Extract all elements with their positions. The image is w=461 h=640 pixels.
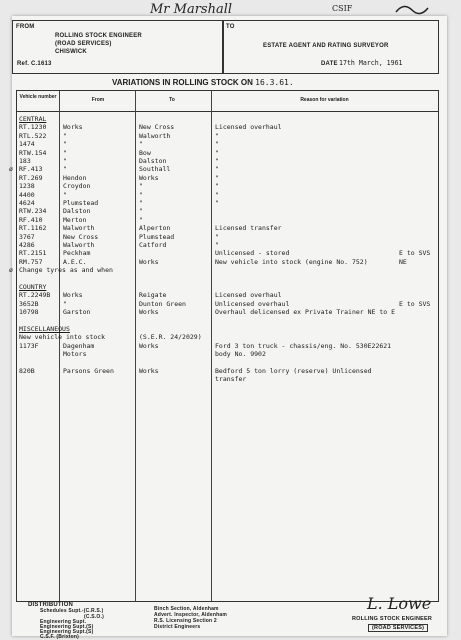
reason-cell: " [215,182,219,191]
reason-cell: " [215,241,219,249]
from-cell: Walworth [63,224,95,233]
table-row [17,140,437,148]
reason-cell: Licensed overhaul [215,291,282,300]
vehicle-cell: 1474 [19,140,35,149]
reason-cell: Licensed overhaul [215,123,282,132]
from-cell: " [63,299,67,308]
vehicle-cell: RM.757 [19,257,43,266]
table-row [17,258,437,266]
table-row [17,350,437,358]
table-row [17,317,437,325]
vehicle-cell: 10798 [19,308,39,317]
footer-line-1: ROLLING STOCK ENGINEER [352,616,433,622]
vehicle-cell: RTL.522 [19,131,47,140]
from-cell: Works [63,291,83,300]
table-row [17,216,437,224]
table-row [17,367,437,375]
table-row [17,115,437,123]
reason-cell: " [215,173,219,182]
distribution-left-3: Engineering Supt. [40,619,87,625]
from-cell: Dalston [63,207,91,216]
from-cell: Plumstead [63,199,99,207]
vehicle-cell: 183 [19,157,31,165]
vehicle-cell: RT.2249B [19,291,51,300]
to-cell: Dalston [139,157,167,165]
header-from: From [91,97,105,103]
vehicle-cell: 3767 [19,232,35,241]
to-cell: " [139,140,143,149]
reason-cell: Overhaul delicensed ex Private Trainer NE to E [215,308,396,317]
header-reason: Reason for variation [300,97,349,103]
from-cell: " [63,140,67,149]
vehicle-cell: 4400 [19,190,35,199]
recipient: ESTATE AGENT AND RATING SURVEYOR [263,43,389,49]
from-cell: Garston [63,308,91,317]
to-cell: Dunton Green [139,299,186,308]
table-row [17,199,437,207]
signature: L. Lowe [367,594,432,613]
from-line-3: CHISWICK [55,49,87,55]
distribution-right-4: District Engineers [154,624,201,630]
to-cell: New Cross [139,123,175,132]
from-cell: Parsons Green [63,367,114,375]
distribution-left-2: (C.S.O.) [84,614,104,620]
table-row [17,149,437,157]
to-cell: Walworth [139,131,171,140]
reason-cell: body No. 9902 [215,350,266,359]
vehicle-cell: 4286 [19,241,35,249]
vehicle-cell: RT.2151 [19,249,47,258]
to-box [222,20,439,74]
reason-cell: " [215,165,219,174]
from-cell: Hendon [63,173,87,182]
table-body [9,115,438,595]
table-row [17,300,437,308]
header-to: To [169,97,175,103]
table-row [17,233,437,241]
reason-cell: " [215,199,219,207]
from-cell: A.E.C. [63,257,87,266]
table-row [17,333,437,341]
table-row [17,241,437,249]
vehicle-cell: RTW.154 [19,148,47,157]
document-page [9,2,447,640]
from-cell: Walworth [63,241,95,249]
title-date: 16.3.61. [255,78,294,87]
reason-cell: transfer [215,375,247,384]
from-cell: New Cross [63,232,99,241]
vehicle-cell: 4624 [19,199,35,207]
distribution-left-1: Schedules Supt.-(C.R.S.) [40,608,104,614]
vehicle-cell: MISCELLANEOUS [19,325,70,333]
table-row [17,132,437,140]
from-line-2: (ROAD SERVICES) [55,41,112,47]
distribution-label: DISTRIBUTION [28,602,74,608]
vehicle-cell: RT.269 [19,173,43,182]
vehicle-cell: RF.410 [19,215,43,224]
from-box [12,20,224,74]
table-row [17,308,437,316]
vehicle-cell: New vehicle into stock [19,333,106,342]
distribution-right-1: Binch Section, Aldenham [154,606,219,612]
header-row [17,91,438,112]
to-cell: Works [139,308,159,317]
document-title [112,78,294,87]
to-cell: " [139,215,143,224]
to-cell: Bow [139,148,151,157]
from-cell: Merton [63,215,87,224]
vehicle-cell: Change tyres as and when [19,266,113,275]
to-cell: Catford [139,241,167,249]
reason-cell: " [215,157,219,165]
date-label: DATE [321,61,338,67]
margin-mark: ø [9,266,13,275]
vehicle-cell: RTW.234 [19,207,47,216]
reason-cell: Unlicensed overhaul [215,299,290,308]
table-row [17,207,437,215]
distribution-block [24,602,244,640]
vehicle-cell: 1173F [19,341,39,350]
from-cell: " [63,148,67,157]
table-row [9,266,437,275]
to-cell: " [139,182,143,191]
handwritten-note: Mr Marshall [150,2,233,17]
vehicle-cell: CENTRAL [19,115,47,123]
to-label: TO [226,24,235,30]
to-cell: Southall [139,165,171,174]
table-row [17,359,437,367]
variations-table [9,90,439,602]
from-cell: " [63,165,67,174]
to-cell: Reigate [139,291,167,300]
to-cell: (S.E.R. 24/2029) [139,333,202,342]
reason-cell: Licensed transfer [215,224,282,233]
extra-cell: E to SVS [399,299,431,308]
table-row [17,275,437,283]
reason-cell: New vehicle into stock (engine No. 752) [215,257,368,266]
table-row [17,375,437,383]
table-row [17,157,437,165]
from-cell: Motors [63,350,87,359]
from-cell: Dagenham [63,341,95,350]
from-cell: Works [63,123,83,132]
reason-cell: " [215,190,219,199]
table-row [17,224,437,232]
footer-line-2: (ROAD SERVICES) [368,624,428,632]
table-row [17,182,437,190]
distribution-left-4: Engineering Supt.(S) [40,624,94,630]
table-row [17,325,437,333]
table-row [17,342,437,350]
table-row [17,123,437,131]
reason-cell: Bedford 5 ton lorry (reserve) Unlicensed [215,367,372,375]
to-cell: Plumstead [139,232,175,241]
from-cell: " [63,157,67,165]
from-cell: " [63,131,67,140]
reason-cell: " [215,131,219,140]
extra-cell: NE [399,257,407,266]
header-vehicle: Vehicle number [19,94,57,100]
table-row [17,291,437,299]
reason-cell: Unlicensed - stored [215,249,290,258]
from-label: FROM [16,24,35,30]
from-cell: " [63,190,67,199]
vehicle-cell: COUNTRY [19,283,47,291]
reason-cell: " [215,140,219,149]
vehicle-cell: RF.413 [19,165,43,174]
vehicle-cell: RT.1230 [19,123,47,132]
vehicle-cell: 3652B [19,299,39,308]
to-cell: Works [139,367,159,375]
from-line-1: ROLLING STOCK ENGINEER [55,33,142,39]
reason-cell: " [215,148,219,157]
table-row [9,165,437,174]
distribution-left-5: Engineering Supt.(S) [40,629,94,635]
table-row [17,191,437,199]
to-cell: " [139,190,143,199]
table-row [17,249,437,257]
handwritten-stamp: CSIF [332,4,353,13]
reason-cell: " [215,232,219,241]
to-cell: " [139,199,143,207]
to-cell: Works [139,341,159,350]
to-cell: Alperton [139,224,171,233]
reason-cell: Ford 3 ton truck - chassis/eng. No. 530E22621 [215,341,392,350]
title-prefix: VARIATIONS IN ROLLING STOCK ON [112,78,253,87]
to-cell: Works [139,173,159,182]
vehicle-cell: 820B [19,367,35,375]
distribution-right-2: Advert. Inspector, Aldenham [154,612,228,618]
vehicle-cell: RT.1162 [19,224,47,233]
distribution-right-3: R.S. Licensing Section 2 [154,618,217,624]
table-row [17,174,437,182]
to-cell: " [139,207,143,216]
reference-number: Ref. C.1613 [17,61,52,67]
vehicle-cell: 1238 [19,182,35,191]
extra-cell: E to SVS [399,249,431,258]
table-row [17,283,437,291]
to-cell: Works [139,257,159,266]
from-cell: Croydon [63,182,91,191]
distribution-left-6: C.S.F. (Brixton) [40,634,80,640]
from-cell: Peckham [63,249,91,258]
margin-mark: ø [9,165,13,174]
document-date: 17th March, 1961 [339,59,403,67]
